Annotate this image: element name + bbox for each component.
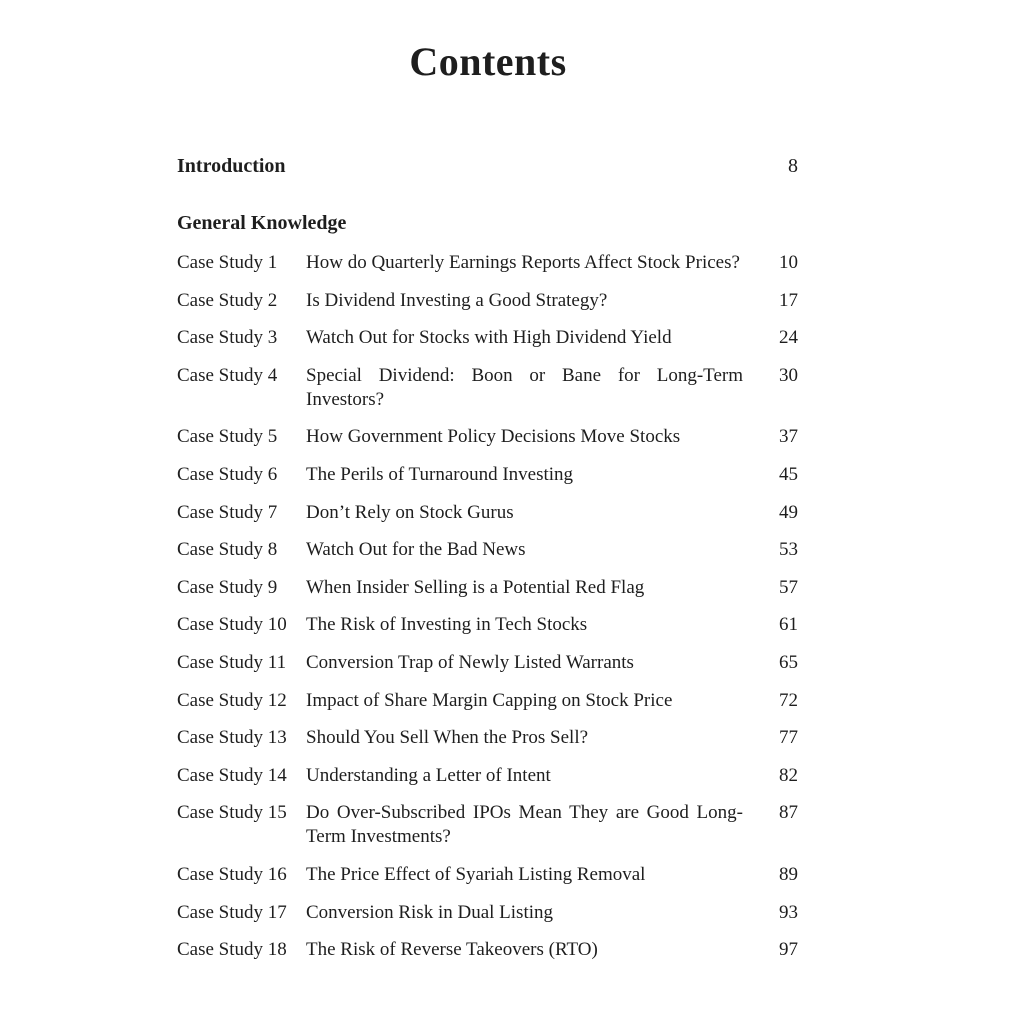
case-study-label: Case Study 9 xyxy=(177,576,278,598)
entry-title: When Insider Selling is a Potential Red Flag xyxy=(306,576,645,598)
toc-entry[interactable] xyxy=(177,425,798,449)
entry-title: The Perils of Turnaround Investing xyxy=(306,463,574,485)
entry-title: Conversion Trap of Newly Listed Warrants xyxy=(306,651,634,673)
case-study-label: Case Study 11 xyxy=(177,651,287,673)
entry-page-number: 97 xyxy=(779,939,798,961)
entry-page-number: 10 xyxy=(779,252,798,273)
entry-page-number: 24 xyxy=(779,327,798,349)
introduction-page-number: 8 xyxy=(788,155,798,177)
case-study-label: Case Study 5 xyxy=(177,426,278,448)
toc-introduction[interactable] xyxy=(177,155,798,181)
toc-entry[interactable] xyxy=(177,463,798,487)
entry-page-number: 61 xyxy=(779,614,798,636)
case-study-label: Case Study 1 xyxy=(177,252,278,273)
toc-entry[interactable] xyxy=(177,251,798,275)
entry-title: Special Dividend: Boon or Bane for Long-Term Investors? xyxy=(306,364,743,410)
toc-entry[interactable] xyxy=(177,613,798,637)
toc-entry[interactable] xyxy=(177,726,798,750)
entry-title: The Price Effect of Syariah Listing Removal xyxy=(306,863,646,885)
entry-page-number: 53 xyxy=(779,539,798,561)
toc-entry[interactable] xyxy=(177,364,798,412)
case-study-label: Case Study 18 xyxy=(177,939,287,961)
toc-entry[interactable] xyxy=(177,651,798,675)
toc-entry[interactable] xyxy=(177,289,798,313)
entry-title: Impact of Share Margin Capping on Stock Price xyxy=(306,689,673,711)
case-study-label: Case Study 17 xyxy=(177,901,287,923)
case-study-label: Case Study 8 xyxy=(177,539,278,561)
case-study-label: Case Study 12 xyxy=(177,689,287,711)
toc-entry[interactable] xyxy=(177,501,798,525)
introduction-label: Introduction xyxy=(177,155,286,177)
entry-title: Understanding a Letter of Intent xyxy=(306,764,551,786)
case-study-label: Case Study 14 xyxy=(177,764,287,786)
entry-page-number: 72 xyxy=(779,689,798,711)
entry-title: Is Dividend Investing a Good Strategy? xyxy=(306,289,608,311)
toc-entry[interactable] xyxy=(177,538,798,562)
entry-title: The Risk of Reverse Takeovers (RTO) xyxy=(306,939,598,961)
toc-entry[interactable] xyxy=(177,689,798,713)
entry-page-number: 87 xyxy=(779,802,798,824)
entry-page-number: 77 xyxy=(779,727,798,749)
entry-title: The Risk of Investing in Tech Stocks xyxy=(306,614,588,636)
case-study-label: Case Study 2 xyxy=(177,289,278,311)
toc-entry[interactable] xyxy=(177,764,798,788)
entry-page-number: 93 xyxy=(779,901,798,923)
toc-entry[interactable] xyxy=(177,901,798,925)
entry-title: How Government Policy Decisions Move Stocks xyxy=(306,426,681,448)
entry-page-number: 49 xyxy=(779,501,798,523)
entry-title: Watch Out for Stocks with High Dividend Yield xyxy=(306,327,672,349)
entry-page-number: 17 xyxy=(779,289,798,311)
case-study-label: Case Study 13 xyxy=(177,727,287,749)
toc-entry[interactable] xyxy=(177,863,798,887)
entry-page-number: 37 xyxy=(779,426,798,448)
entry-title: Should You Sell When the Pros Sell? xyxy=(306,727,589,749)
page-title: Contents xyxy=(409,39,567,84)
case-study-label: Case Study 16 xyxy=(177,863,287,885)
toc-entry[interactable] xyxy=(177,576,798,600)
entry-page-number: 89 xyxy=(779,863,798,885)
entry-page-number: 30 xyxy=(779,364,798,386)
case-study-label: Case Study 4 xyxy=(177,364,278,386)
entry-title: Watch Out for the Bad News xyxy=(306,539,526,561)
section-heading: General Knowledge xyxy=(177,212,347,234)
toc-entry[interactable] xyxy=(177,801,798,849)
case-study-label: Case Study 10 xyxy=(177,614,287,636)
entry-page-number: 45 xyxy=(779,463,798,485)
toc-entry[interactable] xyxy=(177,938,798,962)
entry-page-number: 65 xyxy=(779,651,798,673)
entry-title: How do Quarterly Earnings Reports Affect Stock Prices? xyxy=(306,252,740,273)
case-study-label: Case Study 7 xyxy=(177,501,278,523)
case-study-label: Case Study 15 xyxy=(177,802,287,824)
entry-page-number: 57 xyxy=(779,576,798,598)
toc-entry[interactable] xyxy=(177,326,798,350)
entry-title: Conversion Risk in Dual Listing xyxy=(306,901,553,923)
entry-page-number: 82 xyxy=(779,764,798,786)
entry-title: Do Over-Subscribed IPOs Mean They are Good Long-Term Investments? xyxy=(306,802,743,848)
toc-list xyxy=(177,251,798,962)
case-study-label: Case Study 3 xyxy=(177,327,278,349)
case-study-label: Case Study 6 xyxy=(177,463,278,485)
entry-title: Don’t Rely on Stock Gurus xyxy=(306,501,514,523)
